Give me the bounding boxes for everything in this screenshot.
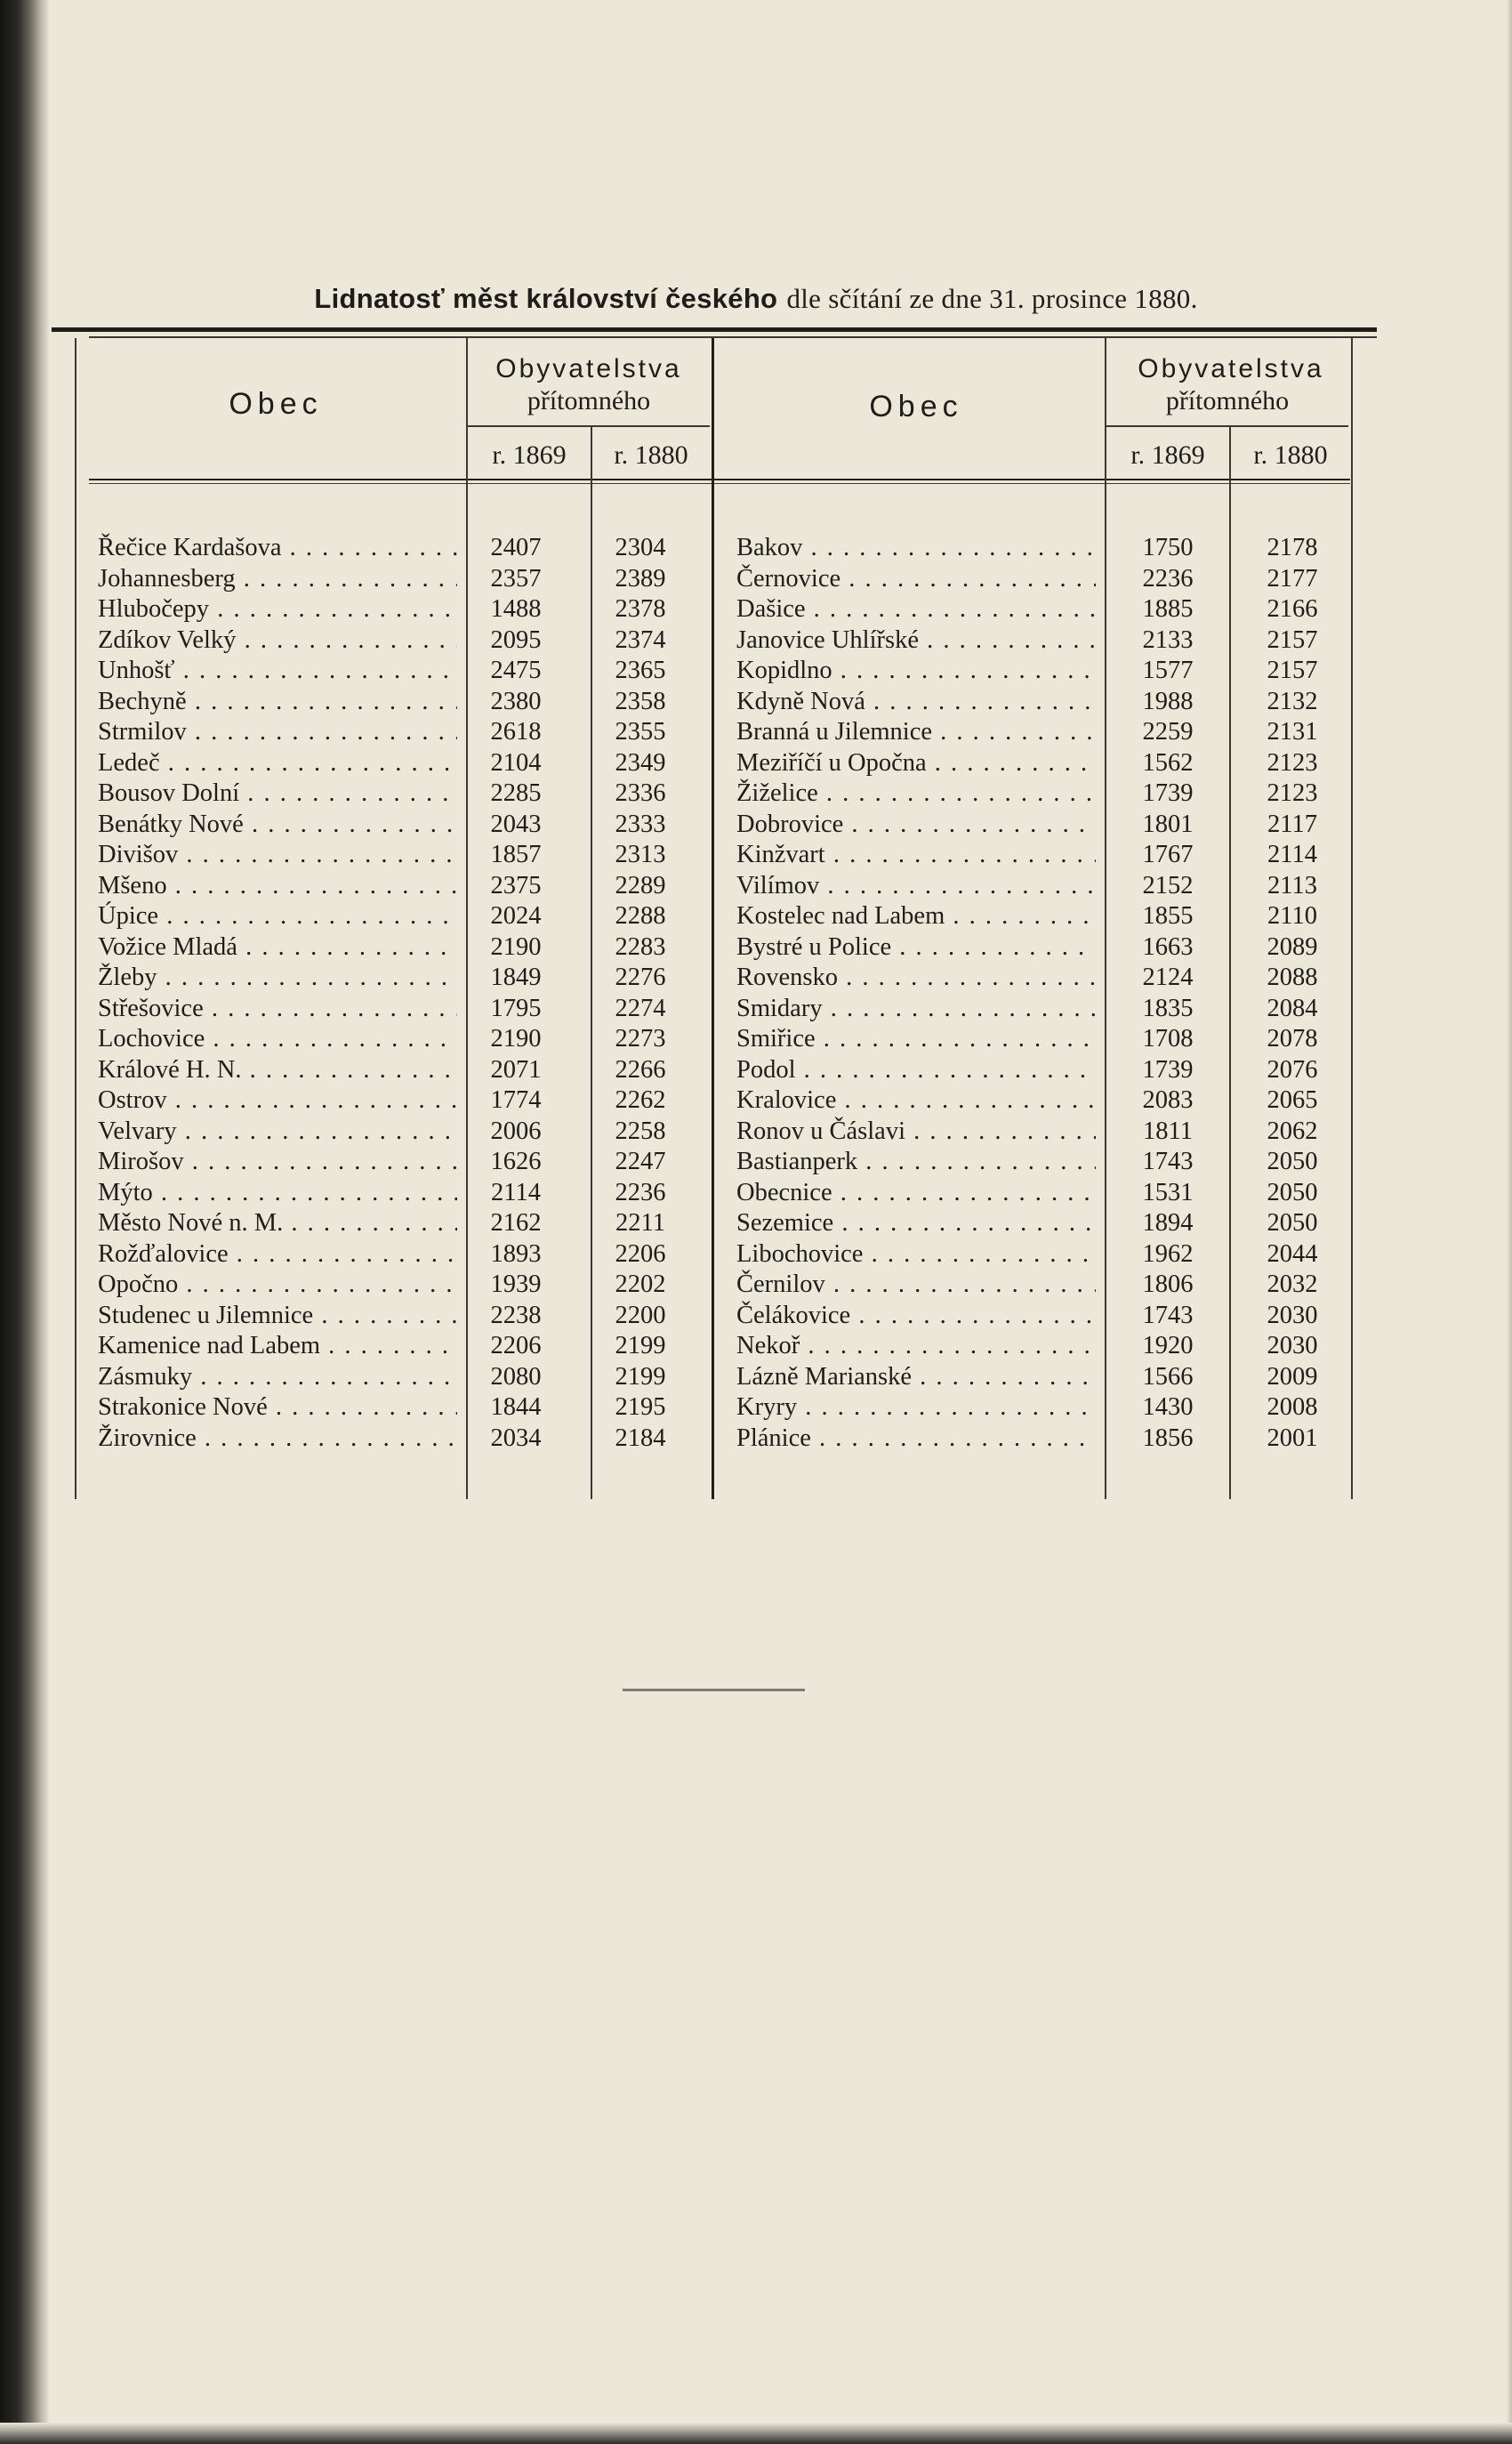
town-name: Dobrovice . . . [736,810,1096,841]
header-bottom-rule [89,479,1350,480]
town-name: Bastianperk . . . [736,1147,1096,1178]
population-1880: 2199 [615,1362,666,1391]
population-1880: 2273 [615,1025,666,1053]
population-1869: 2618 [490,718,542,746]
town-name: Podol . . . [736,1055,1096,1086]
page-binding-edge [0,0,50,2444]
population-1869: 2375 [490,871,542,899]
town-name: Ronov u Čáslavi . . . [736,1117,1096,1148]
population-1880: 2258 [615,1117,666,1145]
population-1880: 2131 [1267,718,1318,746]
table-top-rule [52,327,1377,332]
town-name: Králové H. N. . . . [98,1055,457,1086]
population-1869: 1531 [1142,1178,1194,1206]
town-name: Město Nové n. M. . . . [98,1208,457,1239]
population-1880: 2200 [615,1301,666,1329]
left-header-group: Obyvatelstva [495,354,682,383]
population-1869: 1739 [1142,779,1194,807]
population-1880: 2355 [615,718,666,746]
population-1880: 2313 [615,841,666,868]
town-name: Strmilov . . . [98,717,457,748]
population-1869: 2133 [1142,625,1194,654]
town-name: Velvary . . . [98,1117,457,1148]
population-1880: 2184 [615,1424,666,1452]
population-1880: 2288 [615,902,666,930]
population-1869: 2380 [490,687,542,715]
population-1869: 1856 [1142,1424,1194,1452]
population-1880: 2274 [615,994,666,1022]
town-name: Ledeč . . . [98,748,457,779]
town-name: Smiřice . . . [736,1024,1096,1055]
population-1869: 2190 [490,1025,542,1053]
population-1880: 2001 [1267,1424,1318,1452]
population-1869: 1849 [490,964,542,991]
population-1880: 2195 [615,1393,666,1421]
population-1869: 2124 [1142,964,1194,991]
town-name: Plánice . . . [736,1424,1096,1455]
population-1869: 1750 [1142,534,1194,561]
town-name: Zdíkov Velký . . . [98,625,457,657]
page-bottom-edge [0,2423,1512,2444]
left-header-obec: Obec [229,387,323,421]
left-header-year-1880: r. 1880 [614,440,688,470]
right-year-header-rule [1106,425,1348,427]
town-name: Obecnice . . . [736,1178,1096,1209]
population-1869: 1577 [1142,657,1194,684]
town-name: Rožďalovice . . . [98,1239,457,1270]
town-name: Zásmuky . . . [98,1362,457,1393]
population-1880: 2089 [1267,932,1318,961]
population-1880: 2262 [615,1086,666,1114]
town-name: Žirovnice . . . [98,1424,457,1455]
town-name: Černovice . . . [736,564,1096,595]
town-name: Nekoř . . . [736,1331,1096,1362]
right-header-year-1880: r. 1880 [1253,440,1328,470]
town-name: Branná u Jilemnice . . . [736,717,1096,748]
population-1869: 1844 [490,1393,542,1421]
population-1869: 1801 [1142,810,1194,838]
population-1869: 1885 [1142,595,1194,623]
town-name: Kryry . . . [736,1392,1096,1424]
population-1869: 2034 [490,1424,542,1452]
population-1880: 2117 [1267,810,1317,838]
town-name: Benátky Nové . . . [98,810,457,841]
population-1869: 1806 [1142,1270,1194,1298]
population-1869: 2104 [490,748,542,777]
town-name: Studenec u Jilemnice . . . [98,1301,457,1332]
population-1869: 1626 [490,1148,542,1175]
population-1880: 2202 [615,1270,666,1298]
population-1880: 2132 [1267,687,1318,715]
population-1880: 2266 [615,1055,666,1084]
left-header-sub: přítomného [527,386,651,415]
population-1880: 2032 [1267,1270,1318,1298]
population-1880: 2110 [1267,902,1317,930]
town-name: Strakonice Nové . . . [98,1392,457,1424]
population-1880: 2358 [615,687,666,715]
population-1869: 2206 [490,1332,542,1359]
population-1869: 1857 [490,841,542,868]
town-name: Unhošť . . . [98,656,457,687]
town-name: Janovice Uhlířské . . . [736,625,1096,657]
population-1869: 2190 [490,932,542,961]
population-1869: 1988 [1142,687,1194,715]
population-1880: 2084 [1267,994,1318,1022]
right-header-group: Obyvatelstva [1138,354,1324,383]
town-name: Kinžvart . . . [736,840,1096,871]
population-1880: 2030 [1267,1332,1318,1359]
population-1869: 1566 [1142,1362,1194,1391]
town-name: Ostrov . . . [98,1085,457,1117]
population-1880: 2088 [1267,964,1318,991]
population-1880: 2276 [615,964,666,991]
population-1869: 1430 [1142,1393,1194,1421]
population-1880: 2050 [1267,1178,1318,1206]
population-1880: 2178 [1267,534,1318,561]
population-1869: 2043 [490,810,542,838]
table-top-rule-thin [89,336,1377,338]
population-1869: 1811 [1143,1117,1193,1145]
town-name: Opočno . . . [98,1270,457,1301]
population-1869: 2238 [490,1301,542,1329]
town-name: Žleby . . . [98,963,457,994]
population-1869: 2152 [1142,871,1194,899]
population-1880: 2177 [1267,564,1318,593]
population-1880: 2044 [1267,1239,1318,1268]
town-name: Smidary . . . [736,994,1096,1025]
town-name: Kopidlno . . . [736,656,1096,687]
population-1869: 1835 [1142,994,1194,1022]
closing-rule [623,1689,805,1691]
population-1869: 2080 [490,1362,542,1391]
town-name: Sezemice . . . [736,1208,1096,1239]
population-1880: 2206 [615,1239,666,1268]
population-1880: 2030 [1267,1301,1318,1329]
population-1869: 1488 [490,595,542,623]
right-header-obec: Obec [869,390,963,423]
left-outer-border [75,338,76,1499]
population-1869: 1795 [490,994,542,1022]
town-name: Bousov Dolní . . . [98,778,457,810]
population-1880: 2374 [615,625,666,654]
population-1869: 2024 [490,902,542,930]
population-1880: 2050 [1267,1148,1318,1175]
population-1880: 2283 [615,932,666,961]
town-name: Vilímov . . . [736,871,1096,902]
population-1869: 2162 [490,1209,542,1237]
town-name: Čelákovice . . . [736,1301,1096,1332]
center-divider [712,338,714,1499]
town-name: Divišov . . . [98,840,457,871]
right-header-sub: přítomného [1165,386,1290,415]
population-1880: 2365 [615,657,666,684]
town-name: Dašice . . . [736,594,1096,625]
population-1869: 2236 [1142,564,1194,593]
town-name: Mšeno . . . [98,871,457,902]
population-1869: 1743 [1142,1301,1194,1329]
town-name: Meziříčí u Opočna . . . [736,748,1096,779]
population-1869: 1939 [490,1270,542,1298]
town-name: Kralovice . . . [736,1085,1096,1117]
population-1880: 2333 [615,810,666,838]
town-name: Libochovice . . . [736,1239,1096,1270]
population-1880: 2009 [1267,1362,1318,1391]
population-1880: 2008 [1267,1393,1318,1421]
town-name: Johannesberg . . . [98,564,457,595]
population-1880: 2123 [1267,779,1318,807]
population-1880: 2289 [615,871,666,899]
population-1880: 2050 [1267,1209,1318,1237]
town-name: Kdyně Nová . . . [736,687,1096,718]
population-1869: 1774 [490,1086,542,1114]
town-name: Rovensko . . . [736,963,1096,994]
town-name: Střešovice . . . [98,994,457,1025]
population-1869: 1743 [1142,1148,1194,1175]
population-1880: 2336 [615,779,666,807]
town-name: Úpice . . . [98,901,457,932]
population-1869: 1562 [1142,748,1194,777]
town-name: Kostelec nad Labem . . . [736,901,1096,932]
town-name: Bakov . . . [736,533,1096,564]
town-name: Černilov . . . [736,1270,1096,1301]
population-1880: 2236 [615,1178,666,1206]
population-1880: 2065 [1267,1086,1318,1114]
population-1869: 2357 [490,564,542,593]
population-1869: 1663 [1142,932,1194,961]
town-name: Bechyně . . . [98,687,457,718]
population-1869: 1767 [1142,841,1194,868]
population-1880: 2389 [615,564,666,593]
population-1869: 1708 [1142,1025,1194,1053]
population-1869: 1962 [1142,1239,1194,1268]
population-1869: 2006 [490,1117,542,1145]
population-1869: 2114 [491,1178,541,1206]
population-1880: 2076 [1267,1055,1318,1084]
population-1880: 2078 [1267,1025,1318,1053]
population-1869: 2083 [1142,1086,1194,1114]
town-name: Vožice Mladá . . . [98,932,457,964]
town-name: Řečice Kardašova . . . [98,533,457,564]
population-1880: 2113 [1267,871,1317,899]
population-1869: 1894 [1142,1209,1194,1237]
population-1869: 1855 [1142,902,1194,930]
population-1880: 2166 [1267,595,1318,623]
right-header-year-1869: r. 1869 [1130,440,1205,470]
town-name: Mýto . . . [98,1178,457,1209]
population-1880: 2378 [615,595,666,623]
page-right-edge [1507,0,1512,2444]
population-1880: 2199 [615,1332,666,1359]
title-bold-part: Lidnatosť měst království českého [314,283,778,314]
population-1869: 1739 [1142,1055,1194,1084]
population-1869: 2407 [490,534,542,561]
town-name: Lázně Marianské . . . [736,1362,1096,1393]
population-1880: 2062 [1267,1117,1318,1145]
population-1869: 2095 [490,625,542,654]
population-1869: 1920 [1142,1332,1194,1359]
population-1880: 2157 [1267,625,1318,654]
population-1880: 2304 [615,534,666,561]
population-1869: 2285 [490,779,542,807]
population-1869: 2259 [1142,718,1194,746]
population-1880: 2123 [1267,748,1318,777]
population-1880: 2211 [615,1209,665,1237]
left-header-year-1869: r. 1869 [492,440,567,470]
town-name: Žiželice . . . [736,778,1096,810]
town-name: Hlubočepy . . . [98,594,457,625]
page-title [0,283,1512,315]
population-1869: 2475 [490,657,542,684]
title-normal-part: dle sčítání ze dne 31. prosince 1880. [786,283,1198,314]
population-1869: 2071 [490,1055,542,1084]
town-name: Bystré u Police . . . [736,932,1096,964]
population-1880: 2114 [1267,841,1317,868]
town-name: Lochovice . . . [98,1024,457,1055]
town-name: Kamenice nad Labem . . . [98,1331,457,1362]
header-bottom-rule-thin [89,483,1350,484]
town-name: Mirošov . . . [98,1147,457,1178]
population-1869: 1893 [490,1239,542,1268]
left-year-header-rule [468,425,710,427]
population-1880: 2349 [615,748,666,777]
population-1880: 2157 [1267,657,1318,684]
population-1880: 2247 [615,1148,666,1175]
